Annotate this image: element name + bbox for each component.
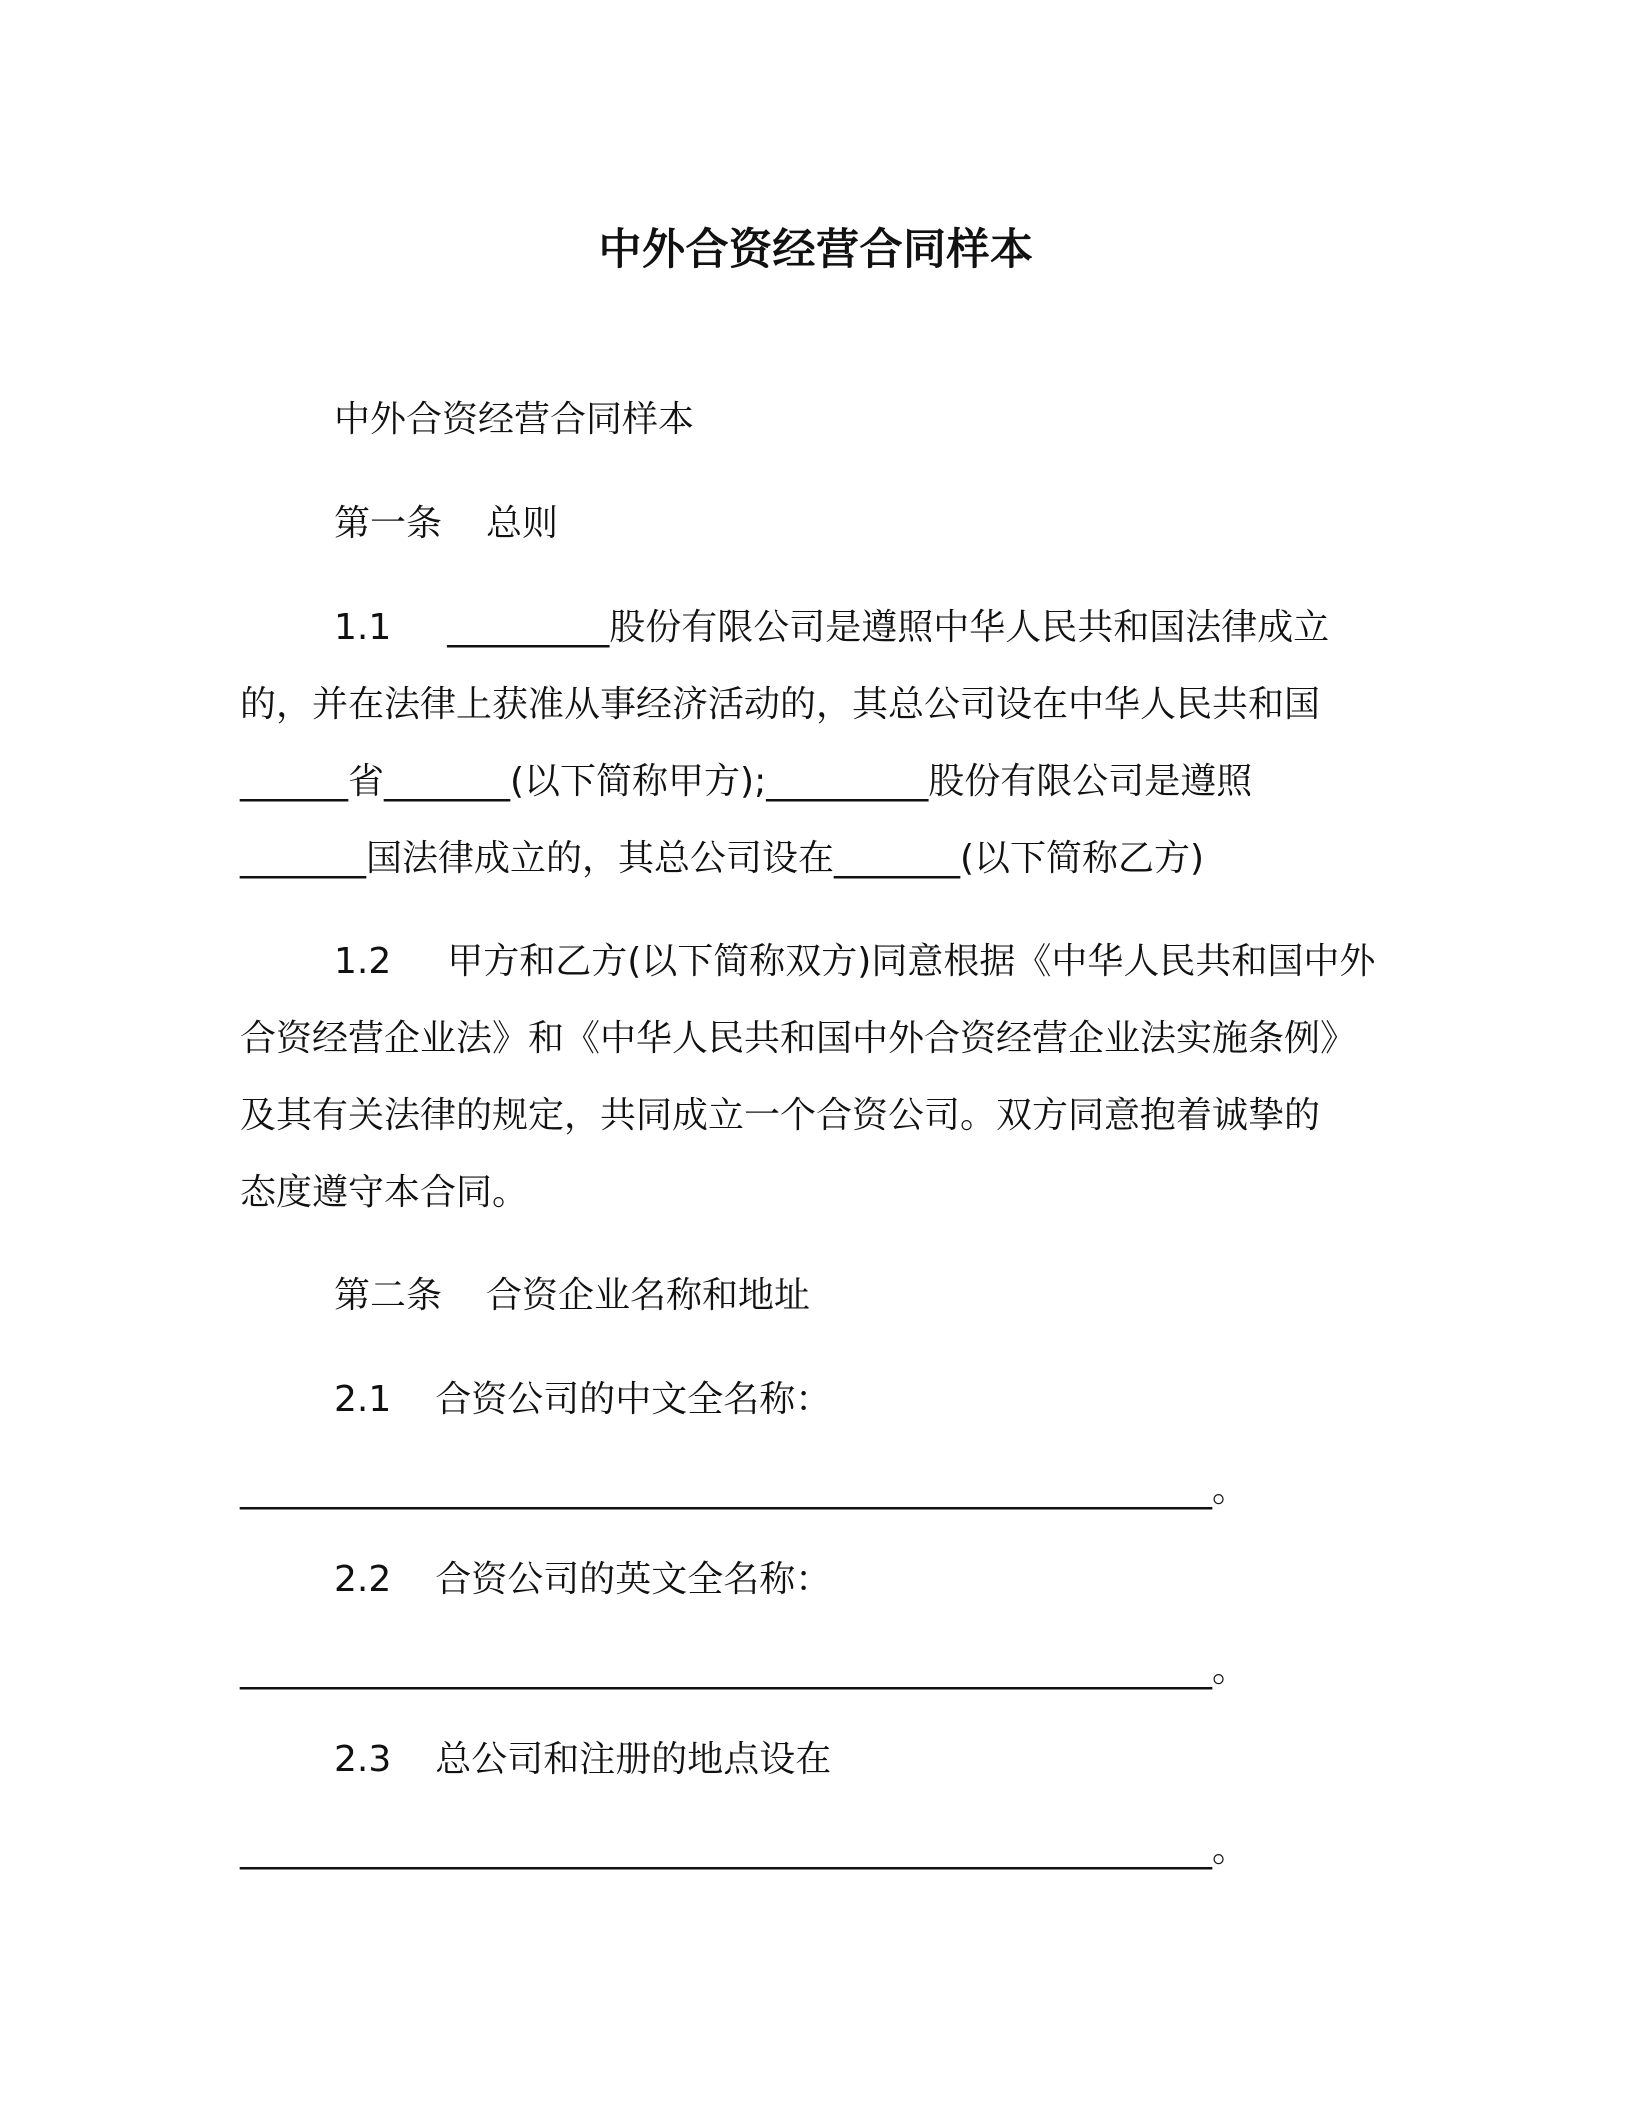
clause-1-2-line-2: 合资经营企业法》和《中华人民共和国中外合资经营企业法实施条例》	[240, 1018, 1357, 1059]
clause-2-2	[334, 1556, 831, 1604]
clause-1-2-line-3: 及其有关法律的规定，共同成立一个合资公司。双方同意抱着诚挚的	[240, 1095, 1321, 1136]
clause-1-2-line-1	[334, 938, 1375, 986]
clause-2-1-blank: ______________________________________________________。	[240, 1469, 1248, 1510]
clause-1-2-text-1: 甲方和乙方(以下简称双方)同意根据《中华人民共和国中外	[447, 941, 1376, 982]
clause-1-1-number: 1.1	[334, 607, 392, 648]
clause-1-1-line-1	[334, 604, 1329, 652]
article-2-number: 第二条	[334, 1275, 443, 1316]
clause-2-1-text: 合资公司的中文全名称：	[435, 1379, 832, 1420]
clause-1-1-text-1: _________股份有限公司是遵照中华人民共和国法律成立	[447, 607, 1330, 648]
clause-2-2-blank: ______________________________________________________。	[240, 1649, 1248, 1690]
article-1-number: 第一条	[334, 503, 443, 544]
clause-2-3-blank: ______________________________________________________。	[240, 1829, 1248, 1870]
article-1-heading	[334, 500, 558, 548]
clause-1-1-line-2: 的，并在法律上获准从事经济活动的，其总公司设在中华人民共和国	[240, 684, 1321, 725]
clause-2-1-number: 2.1	[334, 1379, 392, 1420]
clause-1-2-line-4: 态度遵守本合同。	[240, 1172, 529, 1213]
clause-2-3-number: 2.3	[334, 1739, 392, 1780]
clause-2-2-number: 2.2	[334, 1559, 392, 1600]
clause-2-3	[334, 1736, 831, 1784]
clause-2-2-text: 合资公司的英文全名称：	[435, 1559, 832, 1600]
clause-1-1-line-4: _______国法律成立的，其总公司设在_______(以下简称乙方)	[240, 838, 1205, 879]
clause-1-1-line-3: ______省_______(以下简称甲方);_________股份有限公司是遵照	[240, 761, 1253, 802]
document-subtitle: 中外合资经营合同样本	[334, 399, 695, 440]
clause-2-1	[334, 1376, 831, 1424]
document-title: 中外合资经营合同样本	[598, 225, 1034, 275]
clause-1-2-number: 1.2	[334, 941, 392, 982]
article-2-title: 合资企业名称和地址	[486, 1275, 811, 1316]
clause-2-3-text: 总公司和注册的地点设在	[435, 1739, 832, 1780]
article-2-heading	[334, 1272, 810, 1320]
article-1-title: 总则	[486, 503, 559, 544]
